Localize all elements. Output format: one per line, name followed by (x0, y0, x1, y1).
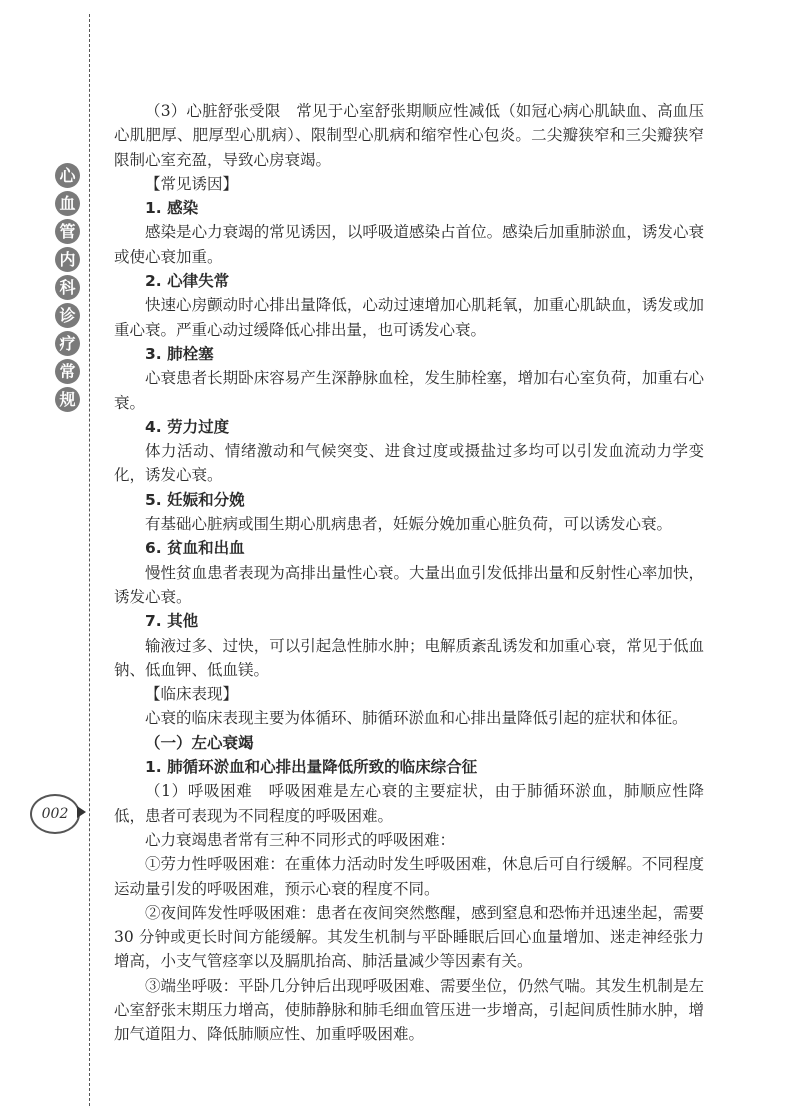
paragraph: 心衰的临床表现主要为体循环、肺循环淤血和心排出量降低引起的症状和体征。 (145, 709, 688, 728)
section-label: 【临床表现】 (145, 685, 239, 704)
subheading: 3. 肺栓塞 (145, 344, 214, 363)
paragraph: ③端坐呼吸：平卧几分钟后出现呼吸困难、需要坐位，仍然气喘。其发生机制是左心室舒张末期压力增高，使肺静脉和肺毛细血管压进一步增高，引起间质性肺水肿，增加气道阻力、降低肺顺应性、加重呼吸困难。 (114, 976, 704, 1044)
subheading: 5. 妊娠和分娩 (145, 490, 245, 509)
section-label: 【常见诱因】 (145, 174, 239, 193)
paragraph: 体力活动、情绪激动和气候突变、进食过度或摄盐过多均可以引发血流动力学变化，诱发心衰。 (114, 442, 704, 485)
subheading: （一）左心衰竭 (145, 733, 254, 752)
subheading: 6. 贫血和出血 (145, 539, 245, 558)
paragraph: 感染是心力衰竭的常见诱因，以呼吸道感染占首位。感染后加重肺淤血，诱发心衰或使心衰加重。 (114, 223, 704, 266)
paragraph: （3）心脏舒张受限 常见于心室舒张期顺应性减低（如冠心病心肌缺血、高血压心肌肥厚、肥厚型心肌病）、限制型心肌病和缩窄性心包炎。二尖瓣狭窄和三尖瓣狭窄限制心室充盈，导致心房衰竭。 (114, 102, 704, 169)
paragraph: ②夜间阵发性呼吸困难：患者在夜间突然憋醒，感到窒息和恐怖并迅速坐起，需要 30 分钟或更长时间方能缓解。其发生机制与平卧睡眠后回心血量增加、迷走神经张力增高，小支气管痉挛以及膈肌抬高、肺活量减少等因素有关。 (114, 903, 704, 971)
paragraph: ①劳力性呼吸困难：在重体力活动时发生呼吸困难，休息后可自行缓解。不同程度运动量引发的呼吸困难，预示心衰的程度不同。 (114, 855, 704, 898)
side-title-char: 管 (55, 219, 80, 244)
side-title-char: 常 (55, 359, 80, 384)
side-title-char: 疗 (55, 331, 80, 356)
subheading: 1. 感染 (145, 199, 199, 218)
page-number: 002 (30, 794, 80, 834)
subheading: 2. 心律失常 (145, 272, 230, 291)
page-number-pointer-icon (77, 806, 86, 818)
page-body (114, 99, 704, 1047)
paragraph: （1）呼吸困难 呼吸困难是左心衰的主要症状，由于肺循环淤血，肺顺应性降低，患者可表现为不同程度的呼吸困难。 (114, 782, 704, 825)
paragraph: 心力衰竭患者常有三种不同形式的呼吸困难： (145, 830, 456, 849)
side-title-char: 科 (55, 275, 80, 300)
paragraph: 快速心房颤动时心排出量降低，心动过速增加心肌耗氧，加重心肌缺血，诱发或加重心衰。严重心动过缓降低心排出量，也可诱发心衰。 (114, 296, 704, 339)
subheading: 4. 劳力过度 (145, 417, 230, 436)
side-title-char: 规 (55, 387, 80, 412)
subheading: 1. 肺循环淤血和心排出量降低所致的临床综合征 (145, 758, 478, 777)
margin-dashed-rule (89, 14, 90, 1106)
side-title-char: 心 (55, 163, 80, 188)
book-side-title (55, 163, 81, 412)
subheading: 7. 其他 (145, 612, 199, 631)
paragraph: 心衰患者长期卧床容易产生深静脉血栓，发生肺栓塞，增加右心室负荷，加重右心衰。 (114, 369, 704, 412)
paragraph: 输液过多、过快，可以引起急性肺水肿；电解质紊乱诱发和加重心衰，常见于低血钠、低血钾、低血镁。 (114, 636, 704, 679)
side-title-char: 血 (55, 191, 80, 216)
paragraph: 慢性贫血患者表现为高排出量性心衰。大量出血引发低排出量和反射性心率加快，诱发心衰。 (114, 563, 704, 606)
side-title-char: 诊 (55, 303, 80, 328)
paragraph: 有基础心脏病或围生期心肌病患者，妊娠分娩加重心脏负荷，可以诱发心衰。 (145, 515, 673, 534)
side-title-char: 内 (55, 247, 80, 272)
